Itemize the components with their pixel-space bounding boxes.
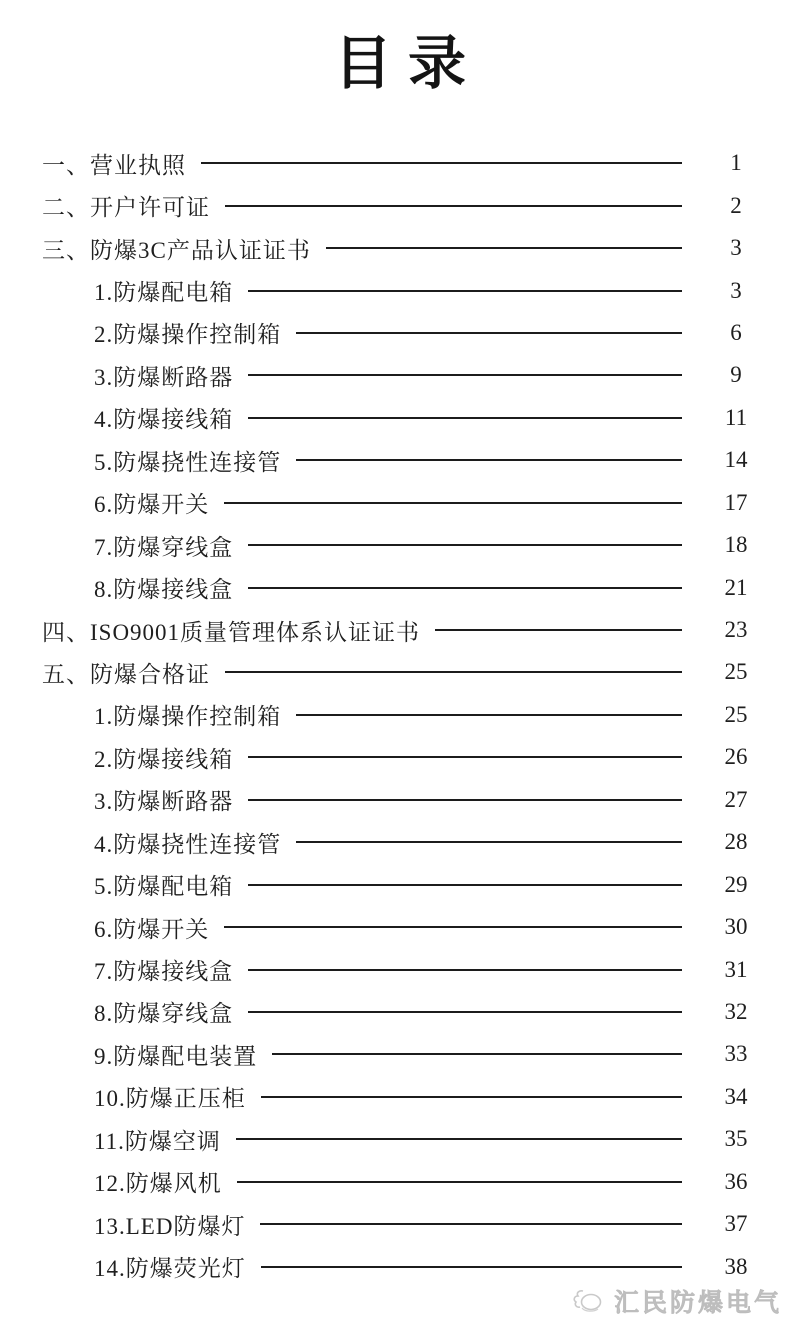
toc-entry-label: 14.防爆荧光灯 <box>94 1256 246 1282</box>
toc-leader-line <box>225 671 682 673</box>
toc-entry <box>0 184 764 226</box>
toc-entry-page: 11 <box>724 404 748 430</box>
toc-entry <box>0 1118 764 1160</box>
toc-leader-line <box>296 332 682 334</box>
toc-entry <box>0 948 764 990</box>
toc-entry <box>0 609 764 651</box>
toc-entry <box>0 651 764 693</box>
toc-entry-page: 3 <box>730 235 742 261</box>
toc-entry <box>0 142 764 184</box>
watermark-text: 汇民防爆电气 <box>613 1289 782 1317</box>
watermark <box>572 1283 782 1319</box>
toc-leader-line <box>261 1266 682 1268</box>
toc-entry-page: 2 <box>730 192 742 218</box>
toc-entry-page: 37 <box>724 1211 748 1237</box>
toc-entry <box>0 906 764 948</box>
toc-leader-line <box>248 969 682 971</box>
toc-entry-page: 32 <box>724 998 748 1024</box>
toc-entry-page: 33 <box>724 1041 748 1067</box>
toc-entry-page: 30 <box>724 914 748 940</box>
toc-entry-page: 17 <box>724 489 748 515</box>
toc-leader-line <box>248 374 682 376</box>
toc-leader-line <box>248 544 682 546</box>
toc-entry-label: 2.防爆操作控制箱 <box>94 322 282 348</box>
toc-entry <box>0 397 764 439</box>
toc-entry-label: 6.防爆开关 <box>94 492 210 518</box>
toc-entry-label: 3.防爆断路器 <box>94 364 234 390</box>
toc-leader-line <box>296 459 682 461</box>
toc-leader-line <box>248 884 682 886</box>
toc-entry-label: 1.防爆操作控制箱 <box>94 704 282 730</box>
toc-entry <box>0 439 764 481</box>
toc-entry-page: 3 <box>730 277 742 303</box>
toc-leader-line <box>248 1011 682 1013</box>
toc-entry <box>0 863 764 905</box>
toc-entry-label: 9.防爆配电装置 <box>94 1043 258 1069</box>
toc-entry-label: 13.LED防爆灯 <box>94 1213 246 1239</box>
toc-entry-label: 11.防爆空调 <box>94 1128 221 1154</box>
toc-entry-page: 31 <box>724 956 748 982</box>
toc-leader-line <box>248 756 682 758</box>
toc-entry <box>0 566 764 608</box>
toc-entry-label: 二、开户许可证 <box>42 195 210 221</box>
toc-entry-label: 三、防爆3C产品认证证书 <box>42 237 311 263</box>
toc-entry-label: 5.防爆配电箱 <box>94 874 234 900</box>
toc-leader-line <box>260 1223 682 1225</box>
toc-entry <box>0 227 764 269</box>
toc-entry-page: 26 <box>724 744 748 770</box>
toc-entry-label: 12.防爆风机 <box>94 1171 222 1197</box>
toc-entry-label: 7.防爆接线盒 <box>94 959 234 985</box>
toc-entry-page: 14 <box>724 447 748 473</box>
toc-entry-page: 25 <box>724 701 748 727</box>
toc-entry-page: 6 <box>730 319 742 345</box>
toc-leader-line <box>261 1096 682 1098</box>
toc-entry-page: 35 <box>724 1126 748 1152</box>
toc-entry-label: 4.防爆挠性连接管 <box>94 831 282 857</box>
company-logo-icon <box>572 1287 606 1315</box>
toc-entry-page: 18 <box>724 532 748 558</box>
toc-entry-label: 3.防爆断路器 <box>94 789 234 815</box>
toc-entry <box>0 1161 764 1203</box>
toc-entry-page: 1 <box>730 150 742 176</box>
toc-entry-label: 6.防爆开关 <box>94 916 210 942</box>
toc-entry <box>0 524 764 566</box>
toc-leader-line <box>296 714 682 716</box>
toc-entry-page: 34 <box>724 1083 748 1109</box>
toc-entry-label: 7.防爆穿线盒 <box>94 534 234 560</box>
toc-leader-line <box>201 162 682 164</box>
toc-entry-page: 28 <box>724 829 748 855</box>
toc-entry <box>0 736 764 778</box>
toc-entry-label: 一、营业执照 <box>42 152 186 178</box>
toc-leader-line <box>225 205 682 207</box>
toc-entry-page: 29 <box>724 871 748 897</box>
toc-leader-line <box>236 1138 682 1140</box>
toc-entry <box>0 354 764 396</box>
toc-leader-line <box>224 502 682 504</box>
toc-entry-label: 10.防爆正压柜 <box>94 1086 246 1112</box>
toc-entry <box>0 1076 764 1118</box>
toc-leader-line <box>248 417 682 419</box>
toc-entry-label: 四、ISO9001质量管理体系认证证书 <box>42 619 421 645</box>
toc-entry <box>0 779 764 821</box>
toc-entry-page: 27 <box>724 786 748 812</box>
toc-entry <box>0 694 764 736</box>
toc-entry <box>0 1203 764 1245</box>
page-title: 目录 <box>333 31 482 96</box>
toc-leader-line <box>248 799 682 801</box>
toc-entry <box>0 269 764 311</box>
toc-leader-line <box>248 290 682 292</box>
toc-entry <box>0 482 764 524</box>
toc-entry-label: 8.防爆接线盒 <box>94 577 234 603</box>
toc-entry-label: 1.防爆配电箱 <box>94 280 234 306</box>
toc-entry-page: 25 <box>724 659 748 685</box>
toc-entry-page: 36 <box>724 1168 748 1194</box>
table-of-contents <box>0 142 800 1288</box>
toc-entry <box>0 1033 764 1075</box>
toc-leader-line <box>224 926 682 928</box>
toc-entry <box>0 821 764 863</box>
toc-leader-line <box>296 841 682 843</box>
toc-leader-line <box>326 247 682 249</box>
toc-entry-label: 2.防爆接线箱 <box>94 746 234 772</box>
toc-leader-line <box>248 587 682 589</box>
toc-entry-label: 4.防爆接线箱 <box>94 407 234 433</box>
toc-entry-page: 38 <box>724 1253 748 1279</box>
toc-entry-page: 23 <box>724 617 748 643</box>
toc-entry <box>0 1245 764 1287</box>
toc-entry-label: 五、防爆合格证 <box>42 661 210 687</box>
toc-entry-page: 21 <box>724 574 748 600</box>
toc-leader-line <box>435 629 682 631</box>
toc-leader-line <box>272 1053 682 1055</box>
toc-entry <box>0 991 764 1033</box>
toc-entry-page: 9 <box>730 362 742 388</box>
toc-leader-line <box>237 1181 682 1183</box>
toc-entry <box>0 312 764 354</box>
toc-entry-label: 5.防爆挠性连接管 <box>94 449 282 475</box>
toc-entry-label: 8.防爆穿线盒 <box>94 1001 234 1027</box>
